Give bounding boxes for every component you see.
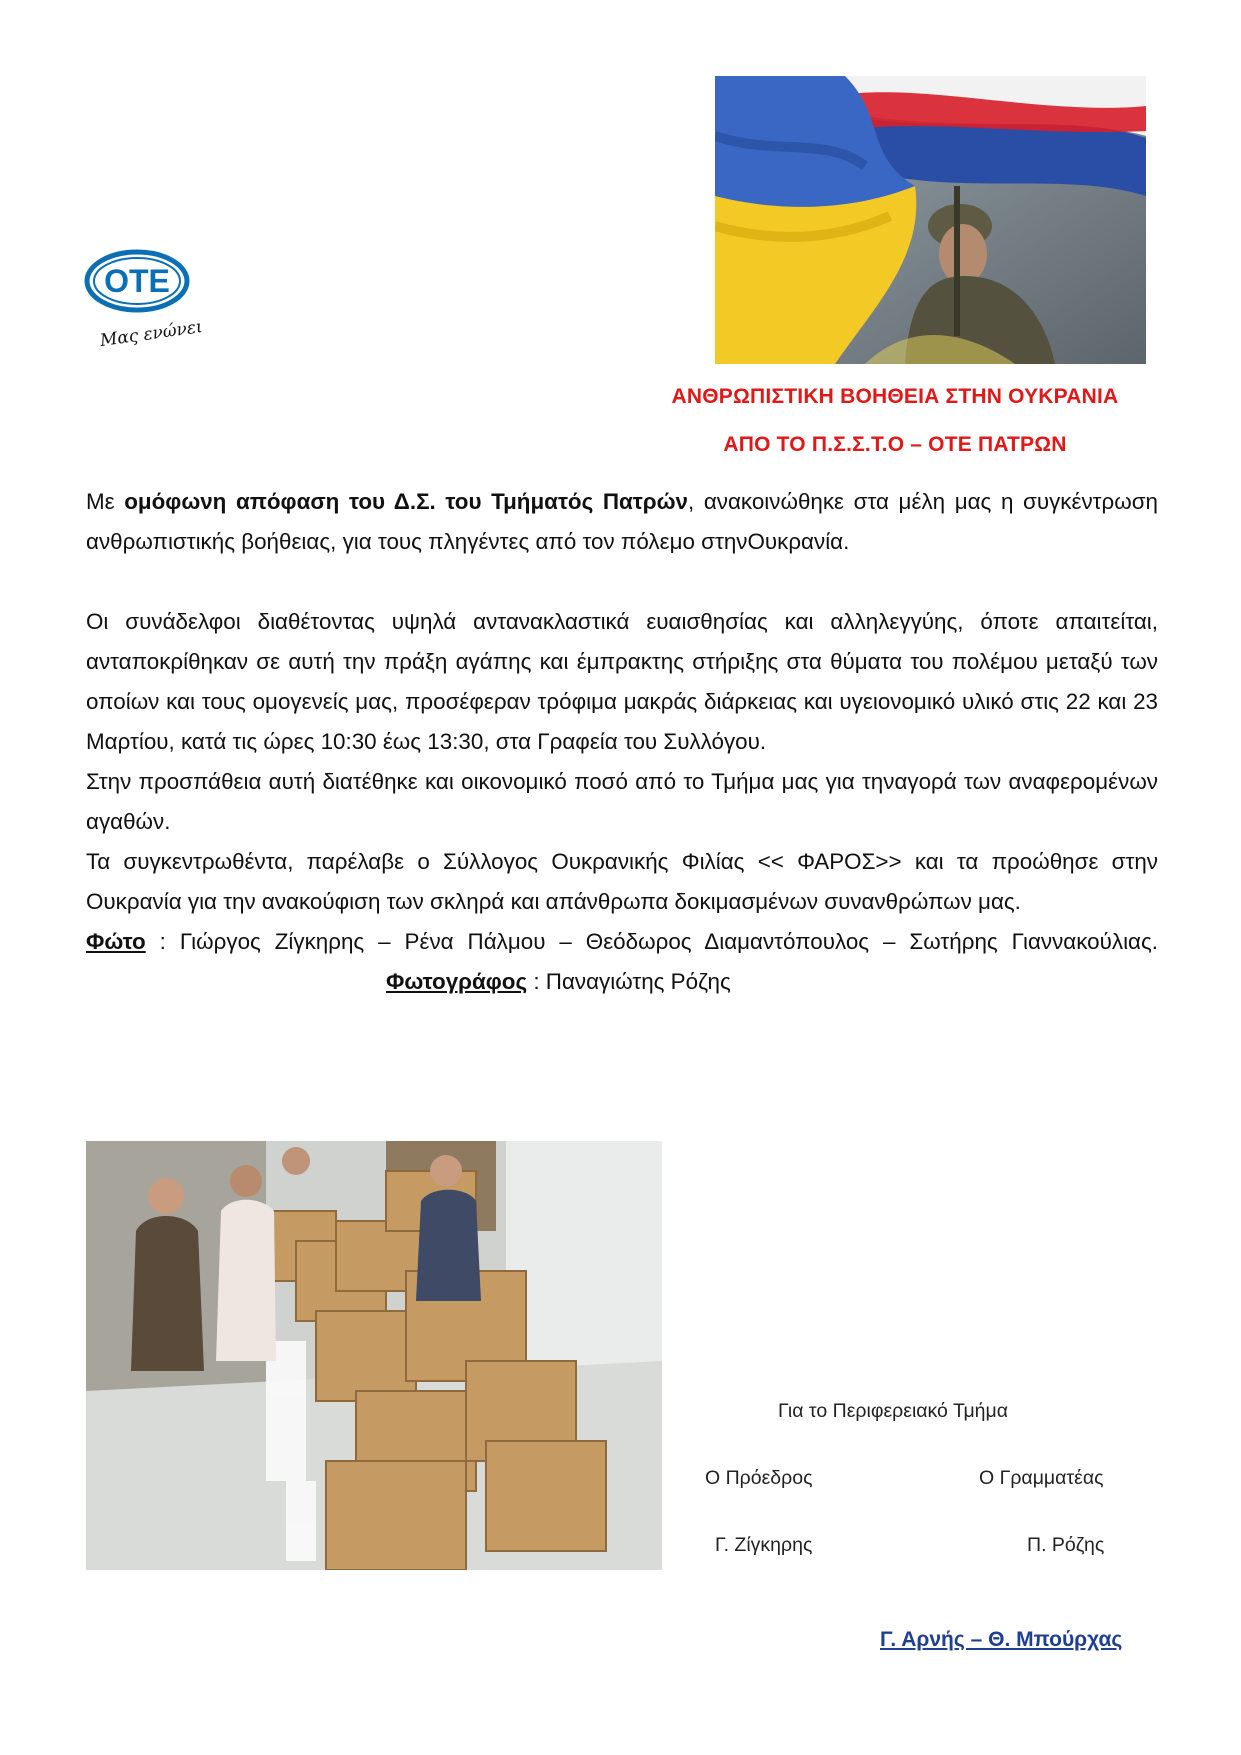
paragraph-2: Οι συνάδελφοι διαθέτοντας υψηλά αντανακλαστικά ευαισθησίας και αλληλεγγύης, όποτε απαιτείται, ανταποκρίθηκαν σε αυτή την πράξη αγάπης και έμπρακτης στήριξης στα θύματα του πολέμου μεταξύ των οποίων και τους ομογενείς μας, προσέφεραν τρόφιμα μακράς διάρκειας και υγειονομικό υλικό στις 22 και 23 Μαρτίου, κατά τις ώρες 10:30 έως 13:30, στα Γραφεία του Συλλόγου. (86, 609, 1158, 754)
photo-label: Φώτο (86, 929, 146, 954)
paragraph-4: Τα συγκεντρωθέντα, παρέλαβε ο Σύλλογος Ουκρανικής Φιλίας << ΦΑΡΟΣ>> και τα προώθησε στην Ουκρανία για την ανακούφιση των σκληρά και απάνθρωπα δοκιμασμένων συνανθρώπων μας. (86, 849, 1158, 914)
paragraph-1 (86, 482, 1158, 562)
ukraine-russia-flags-image (715, 76, 1146, 364)
authors: Γ. Αρνής – Θ. Μπούρχας (880, 1628, 1123, 1651)
paragraph-1-rest: , ανακοινώθηκε στα μέλη μας η συγκέντρωση ανθρωπιστικής βοήθειας, για τους πληγέντες από τον πόλεμο στηνΟυκρανία. (86, 489, 1158, 554)
signature-name-secretary: Π. Ρόζης (1027, 1534, 1105, 1556)
signature-name-president: Γ. Ζίγκηρης (715, 1534, 813, 1556)
photographer-name: : Παναγιώτης Ρόζης (527, 969, 731, 994)
signature-heading: Για το Περιφερειακό Τμήμα (778, 1400, 1009, 1422)
logo-name: ΟΤΕ (104, 263, 170, 299)
article-body (86, 482, 1158, 1002)
title-line-1: ΑΝΘΡΩΠΙΣΤΙΚΗ ΒΟΗΘΕΙΑ ΣΤΗΝ ΟΥΚΡΑΝΙΑ (671, 385, 1119, 408)
photo-credits (86, 922, 1158, 1002)
logo-slogan: Μας ενώνει (98, 316, 204, 352)
signature-role-secretary: Ο Γραμματέας (979, 1467, 1104, 1489)
paragraph-1-start: Με (86, 489, 125, 514)
title-line-2: ΑΠΟ ΤΟ Π.Σ.Σ.Τ.Ο – ΟΤΕ ΠΑΤΡΩΝ (723, 433, 1067, 456)
photographer-label: Φωτογράφος (386, 969, 528, 994)
ote-logo-mark (84, 247, 234, 362)
donations-photo (86, 1141, 662, 1570)
ote-logo (84, 247, 234, 362)
signature-role-president: Ο Πρόεδρος (705, 1467, 813, 1489)
paragraph-3: Στην προσπάθεια αυτή διατέθηκε και οικονομικό ποσό από το Τμήμα μας για τηναγορά των αναφερομένων αγαθών. (86, 769, 1158, 834)
photo-names: : Γιώργος Ζίγκηρης – Ρένα Πάλμου – Θεόδωρος Διαμαντόπουλος – Σωτήρης Γιαννακούλιας. (145, 929, 1158, 954)
paragraph-1-bold: ομόφωνη απόφαση του Δ.Σ. του Τμήματός Πατρών (124, 489, 689, 514)
